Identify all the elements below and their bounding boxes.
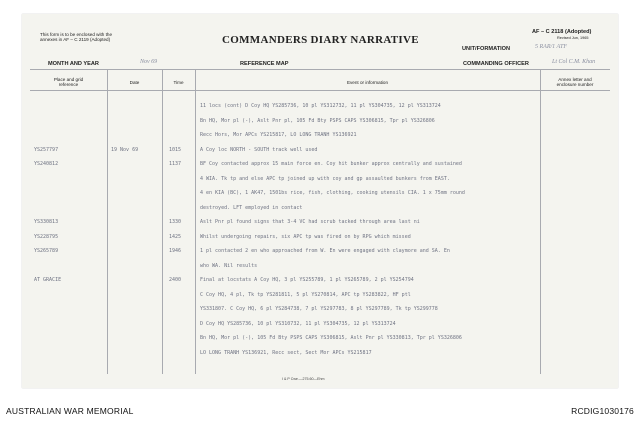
entry-event: 11 locs (cont) D Coy HQ YS285736, 10 pl YS312732, 11 pl YS304735, 12 pl YS313724 bbox=[200, 103, 441, 109]
diary-sheet bbox=[22, 14, 618, 388]
column-divider bbox=[195, 69, 196, 374]
entry-event: destroyed. LFT employed in contact bbox=[200, 204, 303, 211]
entry-event: D Coy HQ YS285736, 10 pl YS310732, 11 pl YS304735, 12 pl YS313724 bbox=[200, 320, 396, 327]
column-divider bbox=[162, 69, 163, 374]
record-id: RCDIG1030176 bbox=[571, 406, 634, 416]
entry-event: 4 en KIA (BC), 1 AK47, 1501bs rice, fish, clothing, cooking utensils CIA. 1 x 75mm round bbox=[200, 190, 465, 196]
column-header-line: Place and grid bbox=[53, 77, 84, 82]
column-header-date: Date bbox=[129, 80, 140, 85]
column-header-line: reference bbox=[58, 82, 79, 88]
form-note bbox=[40, 32, 112, 43]
month-value: Nov 69 bbox=[140, 59, 158, 65]
unit-value: 5 RAR/1 ATF bbox=[535, 44, 567, 50]
table-top-rule bbox=[30, 69, 610, 70]
column-header-annex bbox=[540, 77, 610, 87]
entry-time: 1330 bbox=[169, 219, 182, 225]
entry-event: 1 pl contacted 2 en who approached from W. En were engaged with claymore and SA. En bbox=[200, 248, 450, 254]
entry-event: Whilst undergoing repairs, six APC tp was fired on by RPG which missed bbox=[200, 233, 411, 240]
table-header-rule bbox=[30, 90, 610, 91]
entry-event: Recc Hors, Mor APCs YS215817, LO LONG TRANH YS136921 bbox=[200, 132, 357, 138]
column-divider bbox=[107, 69, 108, 374]
entry-date: 19 Nov 69 bbox=[111, 146, 139, 153]
entry-event: LO LONG TRANH YS136921, Recc sect, Sect Mor APCs YS215817 bbox=[200, 349, 372, 356]
entry-place: AT GRACIE bbox=[34, 277, 62, 283]
column-header-place bbox=[30, 77, 107, 87]
entry-event: C Coy HQ, 4 pl, Tk tp YS281811, 5 pl YS270814, APC tp YS283822, HF ptl bbox=[200, 291, 411, 298]
entry-place: YS265789 bbox=[34, 248, 59, 254]
entry-event: A Coy loc NORTH - SOUTH track well used bbox=[200, 146, 318, 153]
form-code: AF – C 2118 (Adopted) bbox=[532, 29, 592, 35]
entry-time: 1946 bbox=[169, 248, 182, 254]
entry-event: who WA. Nil results bbox=[200, 262, 258, 269]
entry-time: 1425 bbox=[169, 233, 182, 240]
column-header-event: Event or information bbox=[346, 80, 389, 85]
column-header-line: Annex letter and bbox=[558, 77, 592, 82]
form-note-line: This form is to be enclosed with the bbox=[40, 32, 113, 37]
printer-line: I & P Cwe.—275.60—Ehm bbox=[282, 377, 325, 381]
form-revised: Revised Jun, 1965 bbox=[557, 36, 589, 40]
entry-event: BF Coy contacted approx 15 main force en. Coy hit bunker approx centrally and sustained bbox=[200, 161, 462, 167]
commanding-officer-value: Lt Col C.M. Khan bbox=[552, 59, 596, 65]
entry-time: 1137 bbox=[169, 161, 182, 167]
entry-place: YS330813 bbox=[34, 219, 59, 225]
entry-event: Final at locstats A Coy HQ, 3 pl YS255789, 1 pl YS265789, 2 pl YS254794 bbox=[200, 277, 414, 283]
entry-place: YS240812 bbox=[34, 161, 59, 167]
column-divider bbox=[540, 69, 541, 374]
entry-event: Aslt Pnr pl found signs that 3-4 VC had scrub tacked through area last ni bbox=[200, 219, 420, 225]
form-title: COMMANDERS DIARY NARRATIVE bbox=[222, 34, 419, 46]
entry-place: YS257797 bbox=[34, 146, 59, 153]
form-note-line: annexes in AF – C 2119 (Adopted) bbox=[40, 37, 111, 43]
column-header-line: enclosure number bbox=[556, 82, 594, 88]
entry-event: Bn HQ, Mor pl (-), 105 Fd Bty PSPS CAPS YS306815, Aslt Pnr pl YS330813, Tpr pl YS326806 bbox=[200, 335, 462, 341]
month-label: MONTH AND YEAR bbox=[48, 61, 99, 67]
entry-event: 4 WIA. Tk tp and else APC tp joined up with coy and gp assaulted bunkers from EAST. bbox=[200, 175, 450, 182]
archive-credit: AUSTRALIAN WAR MEMORIAL bbox=[6, 406, 134, 416]
column-header-time: Time bbox=[173, 80, 184, 85]
reference-map-label: REFERENCE MAP bbox=[240, 61, 289, 67]
commanding-officer-label: COMMANDING OFFICER bbox=[463, 61, 529, 67]
entry-place: YS228795 bbox=[34, 233, 59, 240]
entry-event: Bn HQ, Mor pl (-), Aslt Pnr pl, 105 Fd Bty PSPS CAPS YS306815, Tpr pl YS326806 bbox=[200, 117, 435, 124]
entry-event: YS331807. C Coy HQ, 6 pl YS284738, 7 pl YS297783, 8 pl YS297789, Tk tp YS299778 bbox=[200, 306, 438, 312]
entry-time: 2400 bbox=[169, 277, 182, 283]
entry-time: 1015 bbox=[169, 146, 182, 153]
unit-label: UNIT/FORMATION bbox=[462, 46, 511, 52]
